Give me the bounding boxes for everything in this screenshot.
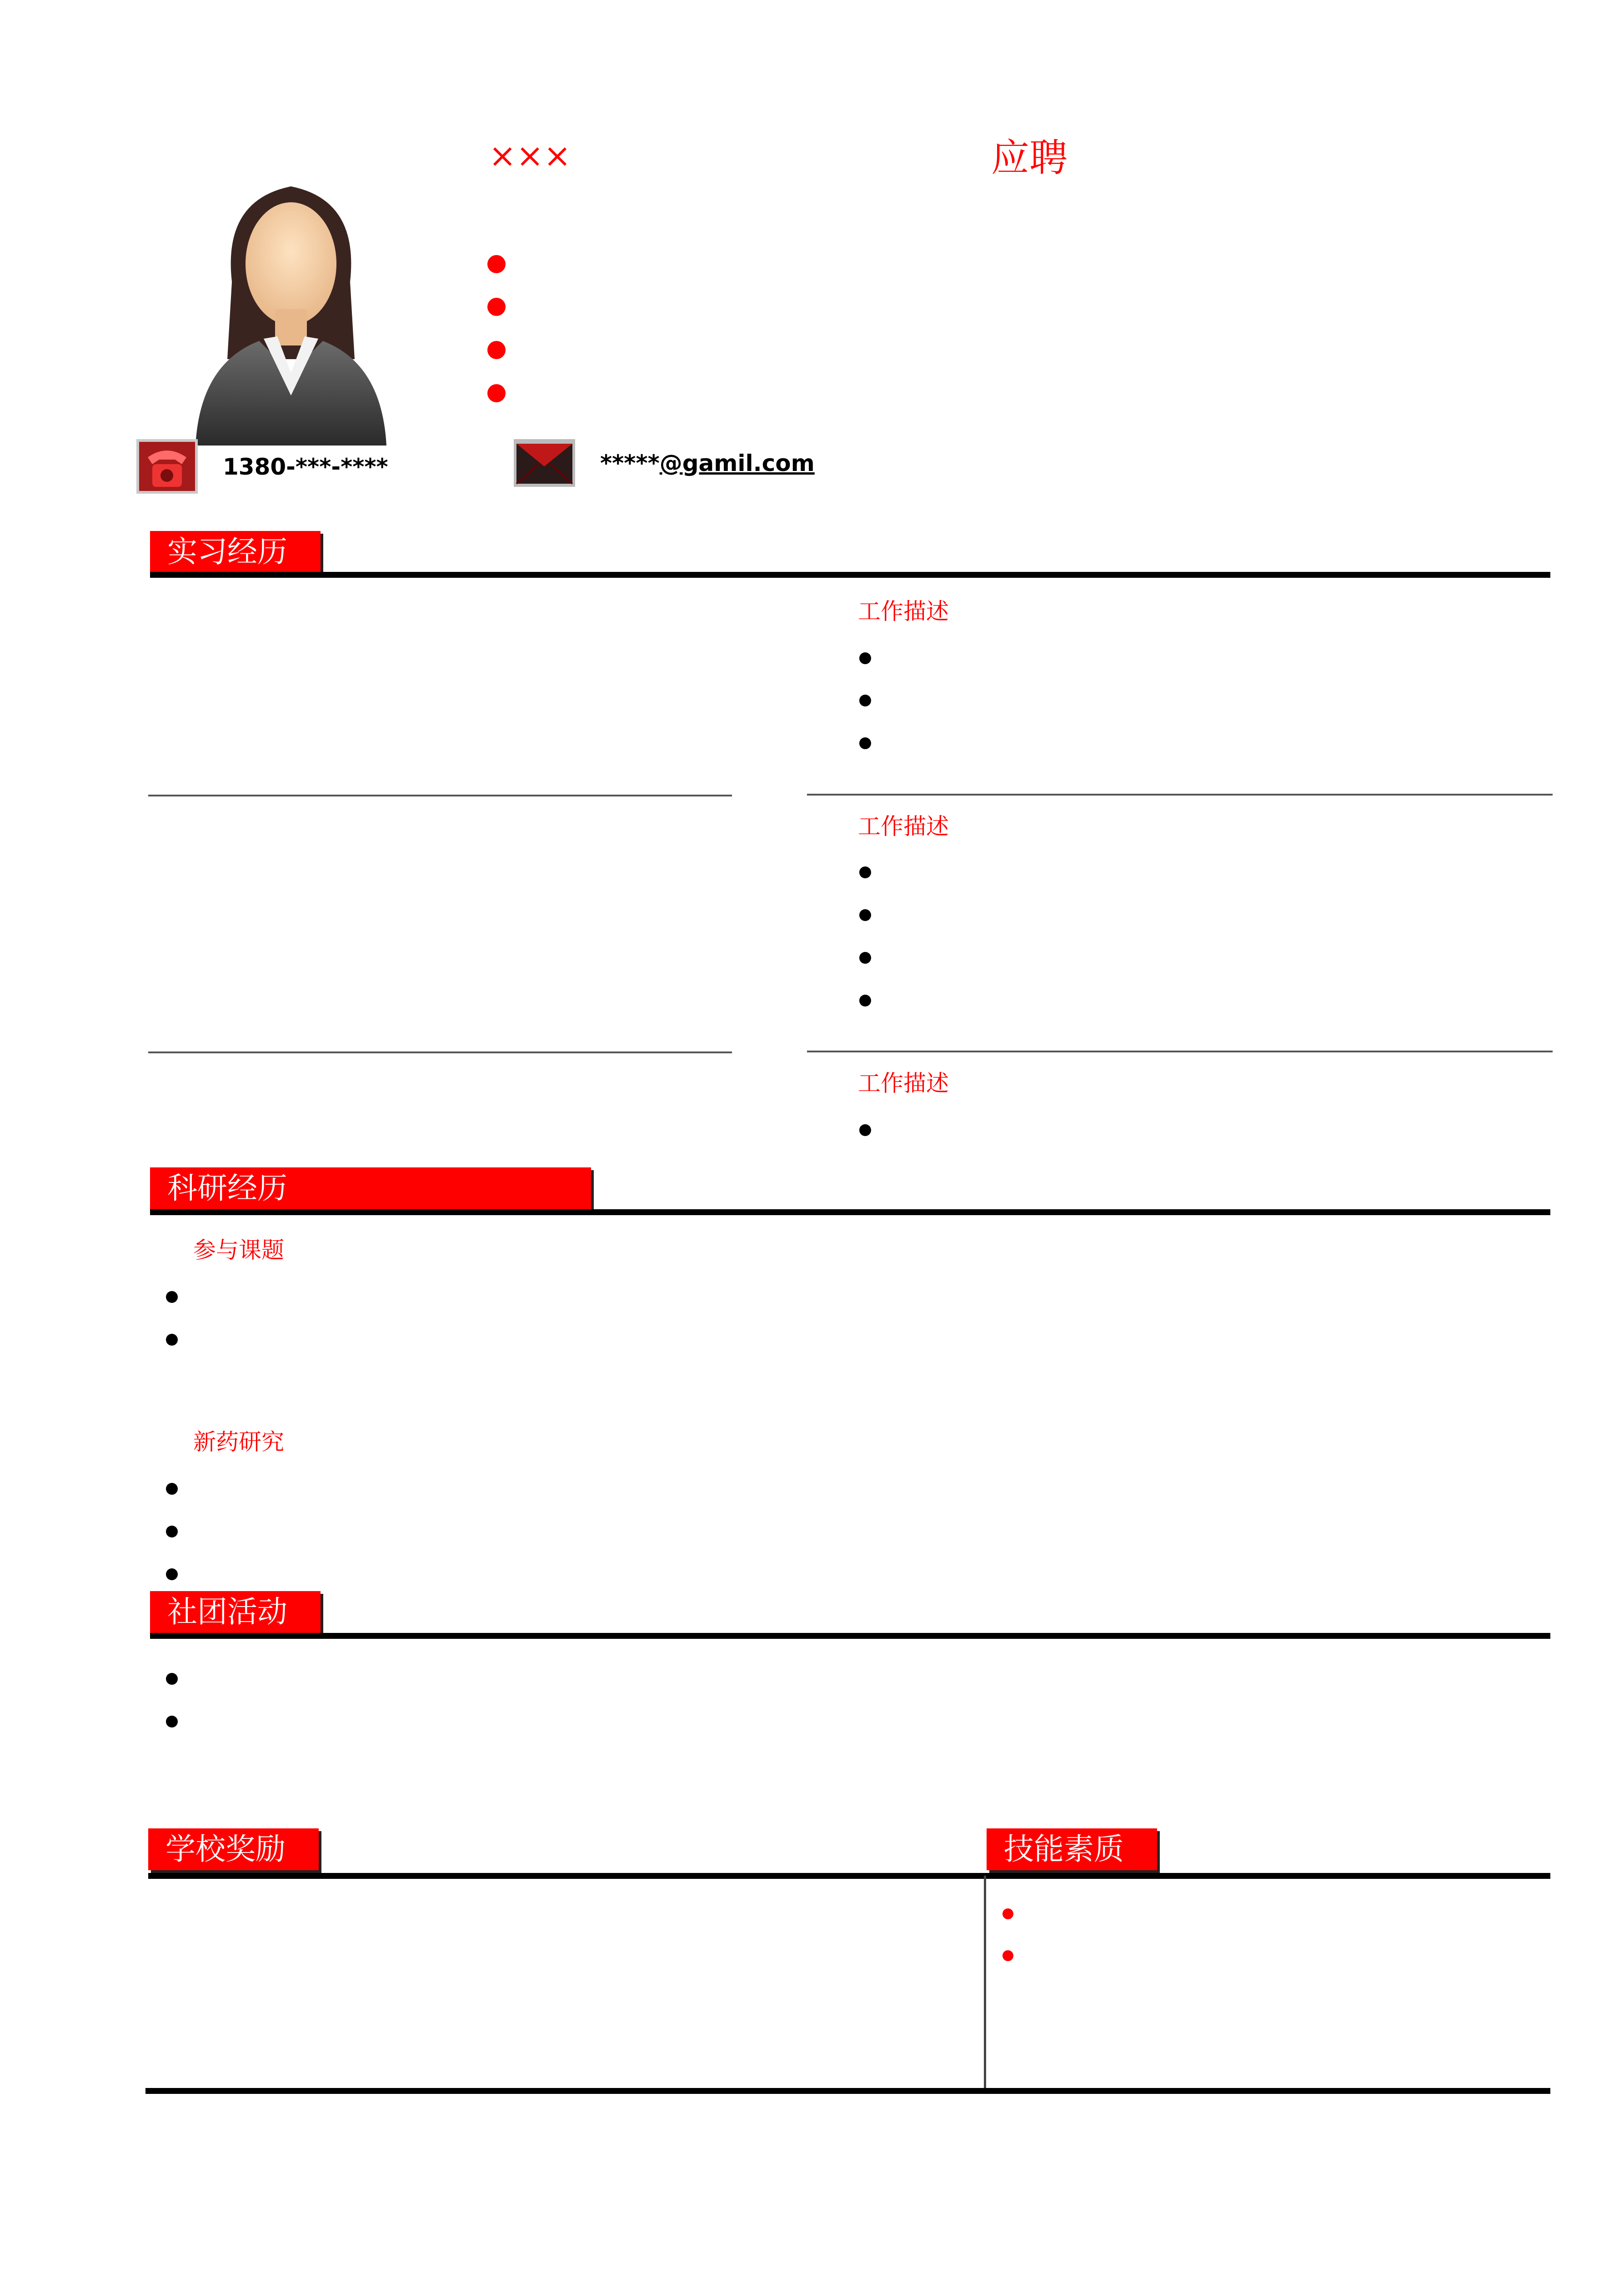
candidate-name: ×××	[489, 136, 571, 175]
list-bullet	[166, 1568, 178, 1580]
list-bullet	[166, 1716, 178, 1727]
entry-divider	[148, 1051, 732, 1053]
section-internship-tab: 实习经历	[150, 531, 321, 573]
list-bullet	[859, 995, 871, 1006]
list-bullet	[859, 909, 871, 921]
list-bullet	[859, 952, 871, 964]
research-topic-label: 参与课题	[193, 1237, 284, 1263]
list-bullet	[859, 866, 871, 878]
info-bullet	[487, 341, 506, 359]
section-divider	[150, 1633, 1550, 1639]
email-prefix: *****	[600, 450, 660, 476]
section-skills-tab: 技能素质	[987, 1828, 1157, 1870]
list-bullet	[166, 1483, 178, 1495]
bottom-divider	[145, 2088, 1550, 2094]
section-divider	[148, 1873, 1550, 1879]
job-description-label: 工作描述	[858, 1070, 949, 1096]
list-bullet	[166, 1334, 178, 1346]
info-bullet	[487, 298, 506, 316]
job-description-label: 工作描述	[858, 598, 949, 625]
skill-bullet	[1002, 1950, 1013, 1961]
email-link[interactable]: @gamil.com	[659, 450, 815, 476]
list-bullet	[859, 1124, 871, 1136]
apply-label: 应聘	[991, 135, 1068, 180]
info-bullet	[487, 255, 506, 273]
entry-divider	[807, 794, 1553, 796]
section-divider	[150, 1209, 1550, 1215]
section-research-tab: 科研经历	[150, 1167, 591, 1209]
section-awards-tab: 学校奖励	[148, 1828, 319, 1870]
list-bullet	[166, 1526, 178, 1537]
list-bullet	[859, 737, 871, 749]
list-bullet	[859, 695, 871, 706]
email-address	[600, 450, 815, 476]
skill-bullet	[1002, 1908, 1013, 1919]
list-bullet	[859, 652, 871, 664]
envelope-icon	[514, 439, 575, 487]
avatar	[191, 182, 391, 446]
list-bullet	[166, 1673, 178, 1685]
section-clubs-tab: 社团活动	[150, 1591, 321, 1633]
phone-icon	[136, 439, 198, 494]
entry-divider	[148, 795, 732, 796]
phone-number: 1380-***-****	[223, 454, 388, 480]
info-bullet	[487, 384, 506, 402]
drug-research-label: 新药研究	[193, 1429, 284, 1455]
column-divider	[984, 1876, 986, 2089]
job-description-label: 工作描述	[858, 813, 949, 840]
section-divider	[150, 572, 1550, 578]
list-bullet	[166, 1291, 178, 1303]
entry-divider	[807, 1051, 1553, 1052]
